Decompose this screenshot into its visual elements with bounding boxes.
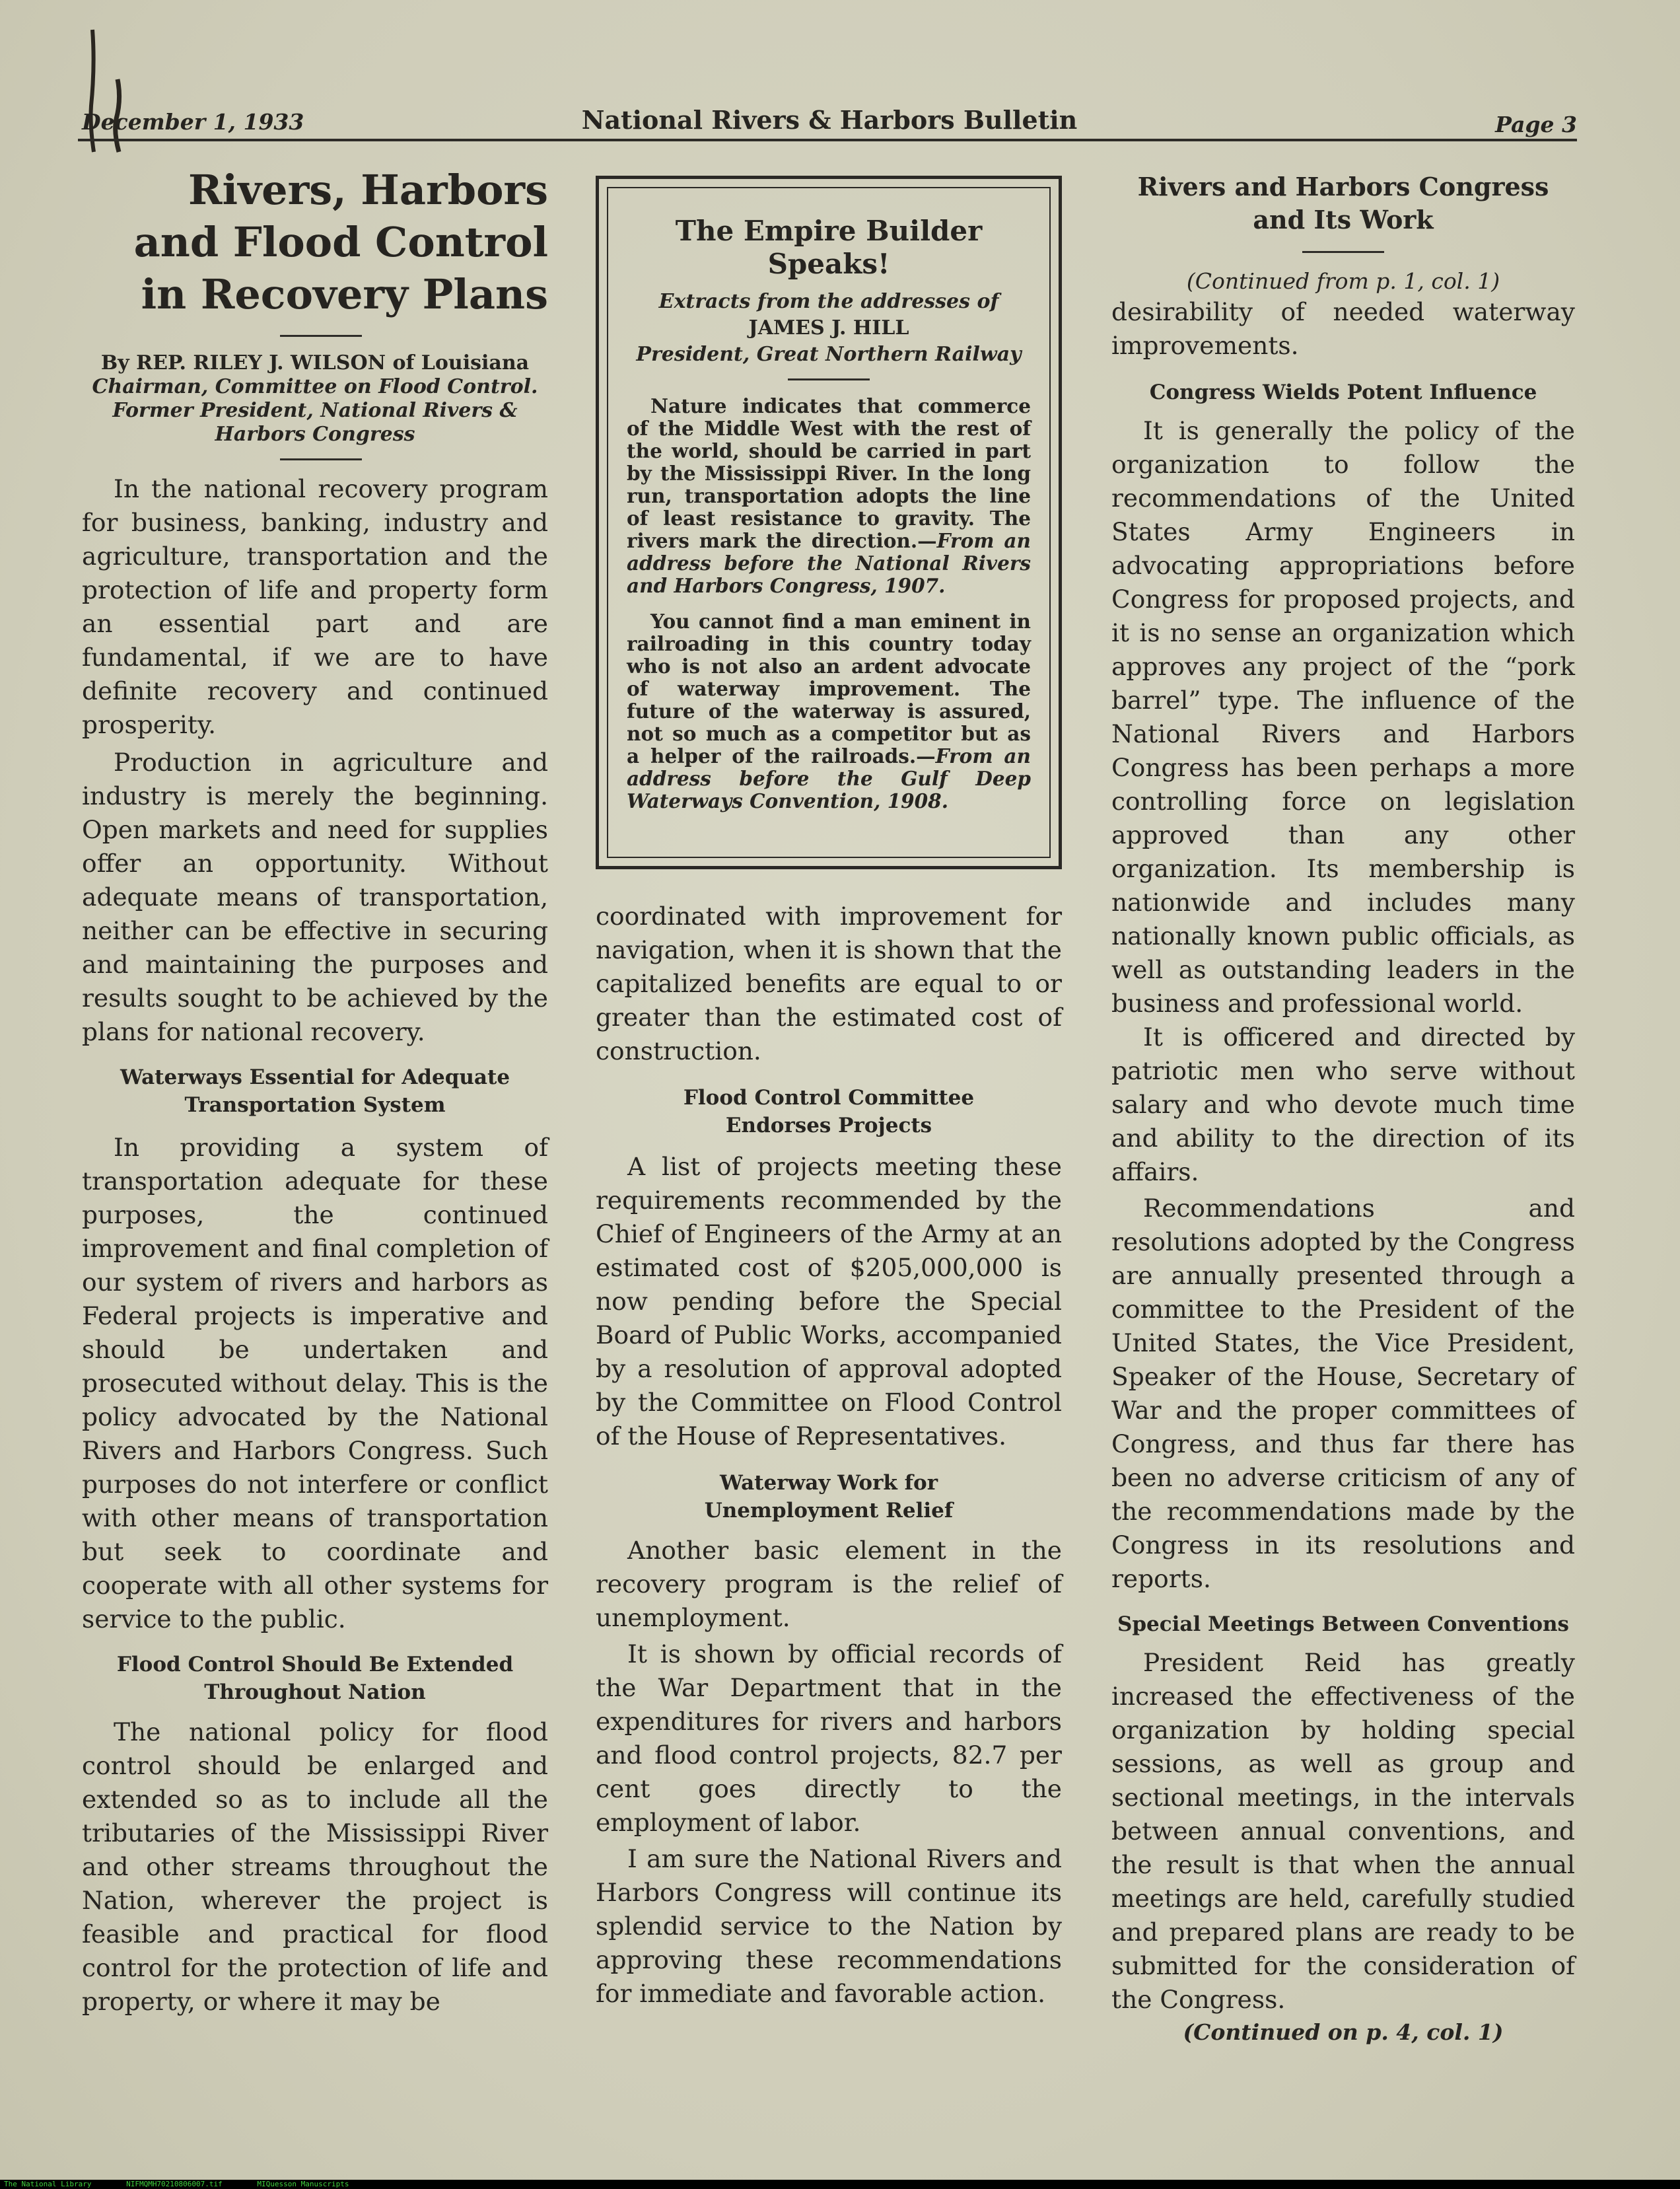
column-1 (82, 159, 548, 2019)
column-2 (596, 900, 1062, 2011)
subheading: Flood Control Committee Endorses Projects (683, 1086, 975, 1137)
paragraph: A list of projects meeting these requirements recommended by the Chief of Engineers of the Army at an estimated cost of $205,000,000 is now pending before the Special Board of Public Works, accompanied by a resolution of approval adopted by the Committee on Flood Control of the House of Representatives. (596, 1152, 1062, 1451)
quote-box (596, 176, 1062, 869)
quote-text: Nature indicates that commerce of the Middle West with the rest of the world, should be carried in part by the Mississippi River. In the long run, transportation adopts the line of least resistance to gravity. The rivers mark the direction.— (627, 394, 1031, 552)
byline-role: Chairman, Committee on Flood Control. (92, 375, 538, 398)
paragraph: In the national recovery program for business, banking, industry and agriculture, transportation and the protection of life and property form an essential part and are fundamental, if we are to have definite recovery and continued prosperity. (82, 474, 548, 739)
paragraph: It is shown by official records of the War Department that in the expenditures for rivers and harbors and flood control projects, 82.7 per cent goes directly to the employment of labor. (596, 1639, 1062, 1837)
column-headline: Rivers and Harbors Congress and Its Work (1137, 172, 1549, 234)
divider (280, 335, 362, 337)
byline-name: By REP. RILEY J. WILSON of Louisiana (100, 351, 530, 375)
paragraph: coordinated with improvement for navigation, when it is shown that the capitalized benefits are equal to or greater than the estimated cost of construction. (596, 902, 1062, 1065)
paragraph: Another basic element in the recovery program is the relief of unemployment. (596, 1536, 1062, 1632)
divider (280, 458, 362, 460)
quote-text: You cannot find a man eminent in railroading in this country today who is not also an ardent advocate of waterway improvement. The future of the waterway is assured, not so much as a competitor but as a helper of the railroads.— (627, 610, 1031, 768)
paragraph: Production in agriculture and industry is merely the beginning. Open markets and need for supplies offer an opportunity. Without adequate means of transportation, neither can be effective in securing and maintaining the purposes and results sought to be achieved by the plans for national recovery. (82, 748, 548, 1046)
continued-on: (Continued on p. 4, col. 1) (1183, 2019, 1504, 2045)
quote-source: From an address before the Gulf Deep Waterways Convention, 1908. (627, 744, 1031, 812)
subheading: Special Meetings Between Conventions (1117, 1612, 1570, 1636)
footer-library: The National Library (4, 2180, 92, 2188)
divider (788, 378, 870, 380)
footer-collection: MIQuesson Manuscripts (257, 2180, 349, 2188)
subheading: Waterways Essential for Adequate Transportation System (120, 1065, 510, 1117)
paragraph: In providing a system of transportation adequate for these purposes, the continued improvement and final completion of our system of rivers and harbors as Federal projects is imperative and should be undertaken and prosecuted without delay. This is the policy advocated by the National Rivers and Harbors Congress. Such purposes do not interfere or conflict with other means of transportation but seek to coordinate and cooperate with all other systems for service to the public. (82, 1133, 548, 1633)
subheading: Flood Control Should Be Extended Throughout Nation (116, 1653, 514, 1704)
paragraph: I am sure the National Rivers and Harbors Congress will continue its splendid service to the Nation by approving these recommendations for immediate and favorable action. (596, 1844, 1062, 2008)
masthead (82, 102, 1577, 142)
main-headline: Rivers, Harbors and Flood Control in Recovery Plans (133, 166, 548, 318)
paragraph: desirability of needed waterway improvements. (1111, 297, 1575, 360)
continued-from: (Continued from p. 1, col. 1) (1186, 268, 1500, 294)
footer-file: NIFMQMH70210806007.tif (126, 2180, 223, 2188)
box-speaker-name: JAMES J. HILL (748, 316, 909, 340)
paragraph: President Reid has greatly increased the effectiveness of the organization by holding special sessions, as well as group and sectional meetings, in the intervals between annual conventions, and the result is that when the annual meetings are held, carefully studied and prepared plans are ready to be submitted for the consideration of the Congress. (1111, 1648, 1575, 2014)
publication-title: National Rivers & Harbors Bulletin (581, 105, 1078, 135)
paragraph: It is generally the policy of the organization to follow the recommendations of the United States Army Engineers in advocating appropriations before Congress for proposed projects, and it is no sense an organization which approves any project of the “pork barrel” type. The influence of the National Rivers and Harbors Congress has been perhaps a more controlling force on legislation approved than any other organization. Its membership is nationwide and includes many nationally known public officials, as well as outstanding leaders in the business and professional world. (1111, 416, 1575, 1018)
paragraph: The national policy for flood control should be enlarged and extended so as to include all the tributaries of the Mississippi River and other streams throughout the Nation, wherever the project is feasible and practical for flood control for the protection of life and property, or where it may be (82, 1717, 548, 2016)
box-extracts-label: Extracts from the addresses of (658, 290, 999, 313)
byline-role: Former President, National Rivers & Harbors Congress (112, 399, 518, 446)
paragraph: Recommendations and resolutions adopted by the Congress are annually presented through a committee to the President of the United States, the Vice President, Speaker of the House, Secretary of War and the proper committees of Congress, and thus far there has been no adverse criticism of any of the recommendations made by the Congress in its resolutions and reports. (1111, 1194, 1575, 1593)
page-number: Page 3 (1495, 112, 1577, 137)
masthead-rule (78, 139, 1577, 141)
subheading: Congress Wields Potent Influence (1149, 380, 1537, 404)
divider (1302, 251, 1384, 253)
scan-footer (0, 2180, 1680, 2189)
issue-date: December 1, 1933 (82, 109, 304, 135)
box-title: The Empire Builder Speaks! (675, 215, 983, 280)
quote-source: From an address before the National Rivers and Harbors Congress, 1907. (627, 529, 1031, 597)
paragraph: It is officered and directed by patriotic men who serve without salary and who devote much time and ability to the direction of its affairs. (1111, 1023, 1575, 1186)
box-speaker-role: President, Great Northern Railway (636, 343, 1022, 366)
byline (82, 351, 548, 447)
subheading: Waterway Work for Unemployment Relief (704, 1471, 954, 1523)
column-3 (1111, 170, 1575, 2048)
